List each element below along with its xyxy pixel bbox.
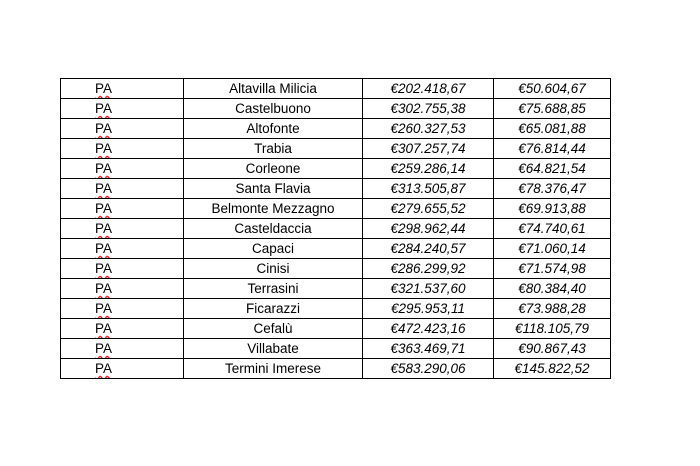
province-cell bbox=[61, 79, 184, 99]
table-row bbox=[61, 359, 611, 379]
funding-table bbox=[60, 78, 611, 379]
table-row bbox=[61, 319, 611, 339]
province-cell bbox=[61, 319, 184, 339]
province-cell bbox=[61, 99, 184, 119]
province-cell bbox=[61, 359, 184, 379]
province-text: PA bbox=[95, 301, 113, 316]
amount-1-cell: €286.299,92 bbox=[363, 259, 494, 279]
amount-1-cell: €583.290,06 bbox=[363, 359, 494, 379]
municipality-cell: Casteldaccia bbox=[184, 219, 363, 239]
amount-2-cell: €65.081,88 bbox=[494, 119, 611, 139]
amount-1-cell: €259.286,14 bbox=[363, 159, 494, 179]
province-cell bbox=[61, 239, 184, 259]
province-text: PA bbox=[95, 161, 113, 176]
province-text: PA bbox=[95, 341, 113, 356]
province-text: PA bbox=[95, 241, 113, 256]
municipality-cell: Cinisi bbox=[184, 259, 363, 279]
amount-1-cell: €295.953,11 bbox=[363, 299, 494, 319]
province-text: PA bbox=[95, 261, 113, 276]
amount-2-cell: €71.574,98 bbox=[494, 259, 611, 279]
amount-2-cell: €50.604,67 bbox=[494, 79, 611, 99]
province-cell bbox=[61, 139, 184, 159]
municipality-cell: Altofonte bbox=[184, 119, 363, 139]
municipality-cell: Belmonte Mezzagno bbox=[184, 199, 363, 219]
municipality-cell: Capaci bbox=[184, 239, 363, 259]
amount-1-cell: €313.505,87 bbox=[363, 179, 494, 199]
table-body bbox=[61, 79, 611, 379]
municipality-cell: Trabia bbox=[184, 139, 363, 159]
table-row bbox=[61, 179, 611, 199]
municipality-cell: Santa Flavia bbox=[184, 179, 363, 199]
amount-1-cell: €202.418,67 bbox=[363, 79, 494, 99]
province-cell bbox=[61, 159, 184, 179]
table-row bbox=[61, 159, 611, 179]
amount-1-cell: €260.327,53 bbox=[363, 119, 494, 139]
amount-1-cell: €302.755,38 bbox=[363, 99, 494, 119]
table-row bbox=[61, 79, 611, 99]
province-cell bbox=[61, 219, 184, 239]
amount-1-cell: €307.257,74 bbox=[363, 139, 494, 159]
amount-1-cell: €321.537,60 bbox=[363, 279, 494, 299]
municipality-cell: Villabate bbox=[184, 339, 363, 359]
amount-2-cell: €90.867,43 bbox=[494, 339, 611, 359]
municipality-cell: Terrasini bbox=[184, 279, 363, 299]
province-text: PA bbox=[95, 321, 113, 336]
municipality-cell: Altavilla Milicia bbox=[184, 79, 363, 99]
table-row bbox=[61, 239, 611, 259]
province-text: PA bbox=[95, 201, 113, 216]
province-cell bbox=[61, 259, 184, 279]
table-row bbox=[61, 279, 611, 299]
province-text: PA bbox=[95, 141, 113, 156]
municipality-cell: Ficarazzi bbox=[184, 299, 363, 319]
table-row bbox=[61, 299, 611, 319]
table-row bbox=[61, 99, 611, 119]
municipality-cell: Termini Imerese bbox=[184, 359, 363, 379]
municipality-cell: Castelbuono bbox=[184, 99, 363, 119]
municipality-cell: Corleone bbox=[184, 159, 363, 179]
province-cell bbox=[61, 179, 184, 199]
province-text: PA bbox=[95, 181, 113, 196]
amount-2-cell: €64.821,54 bbox=[494, 159, 611, 179]
province-text: PA bbox=[95, 361, 113, 376]
province-cell bbox=[61, 199, 184, 219]
amount-1-cell: €363.469,71 bbox=[363, 339, 494, 359]
amount-2-cell: €118.105,79 bbox=[494, 319, 611, 339]
province-cell bbox=[61, 339, 184, 359]
province-cell bbox=[61, 279, 184, 299]
amount-2-cell: €74.740,61 bbox=[494, 219, 611, 239]
province-text: PA bbox=[95, 81, 113, 96]
amount-1-cell: €284.240,57 bbox=[363, 239, 494, 259]
amount-2-cell: €73.988,28 bbox=[494, 299, 611, 319]
province-text: PA bbox=[95, 221, 113, 236]
table-row bbox=[61, 139, 611, 159]
municipality-cell: Cefalù bbox=[184, 319, 363, 339]
amount-2-cell: €80.384,40 bbox=[494, 279, 611, 299]
amount-1-cell: €279.655,52 bbox=[363, 199, 494, 219]
province-cell bbox=[61, 299, 184, 319]
amount-1-cell: €472.423,16 bbox=[363, 319, 494, 339]
amount-2-cell: €75.688,85 bbox=[494, 99, 611, 119]
province-text: PA bbox=[95, 101, 113, 116]
amount-2-cell: €71.060,14 bbox=[494, 239, 611, 259]
amount-2-cell: €145.822,52 bbox=[494, 359, 611, 379]
amount-2-cell: €78.376,47 bbox=[494, 179, 611, 199]
table-row bbox=[61, 119, 611, 139]
amount-2-cell: €69.913,88 bbox=[494, 199, 611, 219]
table-row bbox=[61, 339, 611, 359]
table-row bbox=[61, 199, 611, 219]
amount-2-cell: €76.814,44 bbox=[494, 139, 611, 159]
province-text: PA bbox=[95, 281, 113, 296]
table-row bbox=[61, 219, 611, 239]
table-row bbox=[61, 259, 611, 279]
amount-1-cell: €298.962,44 bbox=[363, 219, 494, 239]
province-text: PA bbox=[95, 121, 113, 136]
province-cell bbox=[61, 119, 184, 139]
